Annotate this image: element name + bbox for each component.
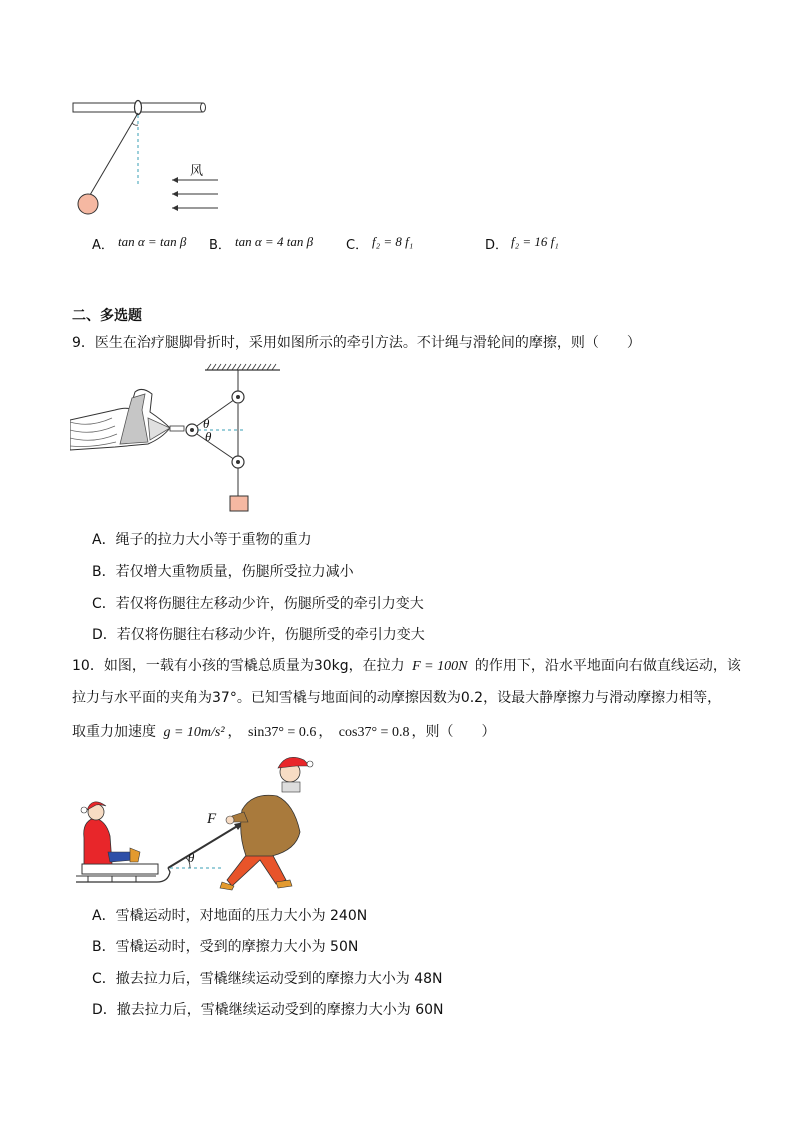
q8-option-d-expr: f₂ = 16 f₁ <box>511 234 559 249</box>
q10-line2: 拉力与水平面的夹角为37°。已知雪橇与地面间的动摩擦因数为0.2，设最大静摩擦力与滑动摩擦力相等， <box>72 690 722 706</box>
q10-line3-sin: sin37° = 0.6 <box>248 725 317 740</box>
q10-line1 <box>72 655 741 675</box>
q10-choice-d[interactable]: D．撤去拉力后，雪橇继续运动受到的摩擦力大小为 60N <box>92 1002 444 1018</box>
q9-theta-lower: θ <box>205 429 212 444</box>
rope-lower <box>194 432 238 462</box>
q8-option-c-expr: f₂ = 8 f₁ <box>372 234 414 249</box>
q10-label-f: F <box>207 811 217 827</box>
q10-line3-a: 取重力加速度 <box>72 724 156 740</box>
q9-choice-a[interactable]: A．绳子的拉力大小等于重物的重力 <box>92 532 312 548</box>
q10-choice-c[interactable]: C．撤去拉力后，雪橇继续运动受到的摩擦力大小为 48N <box>92 971 443 987</box>
q8-option-b-expr: tan α = 4 tan β <box>235 234 314 249</box>
q10-label-theta: θ <box>188 850 195 865</box>
force-arrow <box>168 822 244 868</box>
q9-theta-upper: θ <box>203 416 210 431</box>
q10-line1-a: 10．如图，一载有小孩的雪橇总质量为30kg，在拉力 <box>72 658 405 674</box>
pendulum-string <box>90 113 138 195</box>
q10-choice-a[interactable]: A．雪橇运动时，对地面的压力大小为 240N <box>92 908 368 924</box>
q8-option-a-expr: tan α = tan β <box>118 234 187 249</box>
q9-choice-d[interactable]: D．若仅将伤腿往右移动少许，伤腿所受的牵引力变大 <box>92 627 425 643</box>
sled-figure <box>72 752 322 897</box>
q10-line3: 取重力加速度 g = 10m/s² ， sin37° = 0.6 ， cos37° = 0.8 ，则（ ） <box>72 724 496 740</box>
q8-option-d-letter[interactable]: D． <box>485 238 509 253</box>
q9-choice-c[interactable]: C．若仅将伤腿往左移动少许，伤腿所受的牵引力变大 <box>92 596 424 612</box>
q9-choice-b[interactable]: B．若仅增大重物质量，伤腿所受拉力减小 <box>92 564 354 580</box>
q10-line3-cos: cos37° = 0.8 <box>338 725 410 740</box>
q8-option-c-letter[interactable]: C． <box>346 238 369 253</box>
child-body <box>84 818 112 864</box>
q10-line3-b: ，则（ ） <box>411 724 496 740</box>
weight-block <box>230 496 248 511</box>
q10-line1-b: 的作用下，沿水平地面向右做直线运动，该 <box>474 658 741 674</box>
q9-stem: 9．医生在治疗腿脚骨折时，采用如图所示的牵引方法。不计绳与滑轮间的摩擦，则（ ） <box>72 335 641 351</box>
section-title: 二、多选题 <box>72 308 142 324</box>
q10-line1-math: F = 100N <box>412 659 468 674</box>
q8-option-b-letter[interactable]: B． <box>209 238 231 253</box>
ring <box>135 101 142 115</box>
q10-line3-g: g = 10m/s² <box>163 725 225 740</box>
pendulum-figure <box>68 95 238 220</box>
leg <box>70 389 170 450</box>
rod-end <box>201 103 206 112</box>
q10-choice-b[interactable]: B．雪橇运动时，受到的摩擦力大小为 50N <box>92 939 359 955</box>
wind-label: 风 <box>190 164 204 179</box>
traction-figure <box>70 362 290 514</box>
rope-upper <box>194 397 238 428</box>
pendulum-ball <box>78 194 98 214</box>
q8-options <box>92 234 592 252</box>
angle-arc <box>132 123 138 125</box>
man-coat <box>241 795 300 856</box>
q8-option-a-letter[interactable]: A． <box>92 238 114 253</box>
